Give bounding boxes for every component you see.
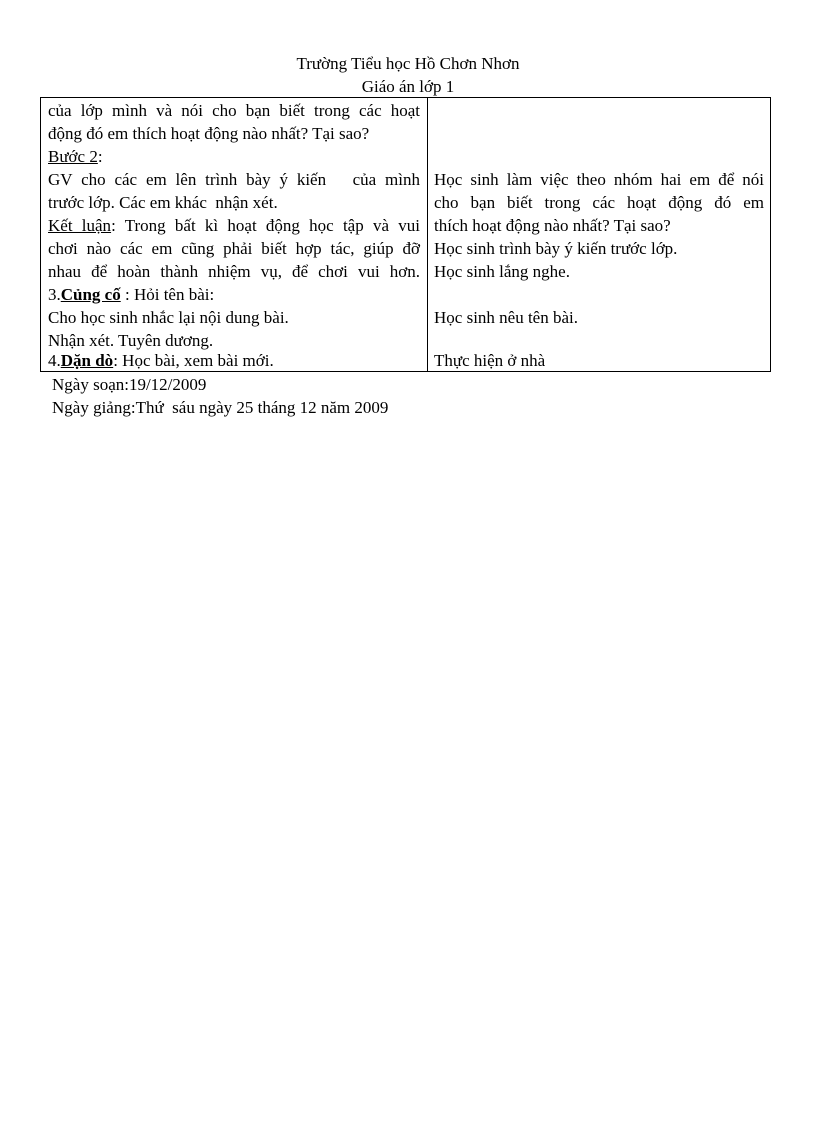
homework-label: Dặn dò xyxy=(60,351,114,370)
student-activity-line: Học sinh làm việc theo nhóm hai em để nói xyxy=(434,170,764,189)
student-activity-line: Học sinh lắng nghe. xyxy=(434,262,570,281)
homework-heading xyxy=(48,351,420,371)
teacher-activity-line: của lớp mình và nói cho bạn biết trong các hoạt xyxy=(48,101,420,120)
conclusion-text: : Trong bất kì hoạt động học tập và vui xyxy=(111,216,420,235)
review-heading xyxy=(48,285,420,305)
conclusion-label: Kết luận xyxy=(48,216,112,235)
student-activity-line: Học sinh trình bày ý kiến trước lớp. xyxy=(434,239,678,258)
review-text: : Hỏi tên bài: xyxy=(120,285,215,304)
teacher-activity-line: Cho học sinh nhắc lại nội dung bài. xyxy=(48,308,289,327)
teacher-activity-line: nhau để hoàn thành nhiệm vụ, để chơi vui hơn. xyxy=(48,262,420,281)
student-activity-line: thích hoạt động nào nhất? Tại sao? xyxy=(434,216,671,235)
step-2-heading xyxy=(48,147,420,167)
teacher-activity-line: Nhận xét. Tuyên dương. xyxy=(48,331,214,350)
prep-date: Ngày soạn:19/12/2009 xyxy=(52,375,207,394)
homework-number: 4. xyxy=(48,351,61,370)
step-2-colon: : xyxy=(97,147,103,166)
conclusion-line xyxy=(48,216,420,236)
teach-date: Ngày giảng:Thứ sáu ngày 25 tháng 12 năm 2009 xyxy=(52,398,389,417)
review-label: Củng cố xyxy=(60,285,121,304)
student-activity-line: Học sinh nêu tên bài. xyxy=(434,308,578,327)
student-activity-line: cho bạn biết trong các hoạt động đó em xyxy=(434,193,764,212)
column-divider xyxy=(427,98,428,371)
teacher-activity-line: GV cho các em lên trình bày ý kiến của mình xyxy=(48,170,420,189)
review-number: 3. xyxy=(48,285,61,304)
teacher-activity-line: chơi nào các em cũng phải biết hợp tác, giúp đỡ xyxy=(48,239,420,258)
step-2-label: Bước 2 xyxy=(48,147,98,166)
student-activity-line: Thực hiện ở nhà xyxy=(434,351,546,370)
school-name: Trường Tiểu học Hồ Chơn Nhơn xyxy=(296,54,520,73)
lesson-table xyxy=(40,97,771,372)
teacher-activity-line: trước lớp. Các em khác nhận xét. xyxy=(48,193,278,212)
teacher-activity-line: động đó em thích hoạt động nào nhất? Tại sao? xyxy=(48,124,370,143)
lesson-plan-subtitle: Giáo án lớp 1 xyxy=(361,77,455,96)
homework-text: : Học bài, xem bài mới. xyxy=(113,351,274,370)
